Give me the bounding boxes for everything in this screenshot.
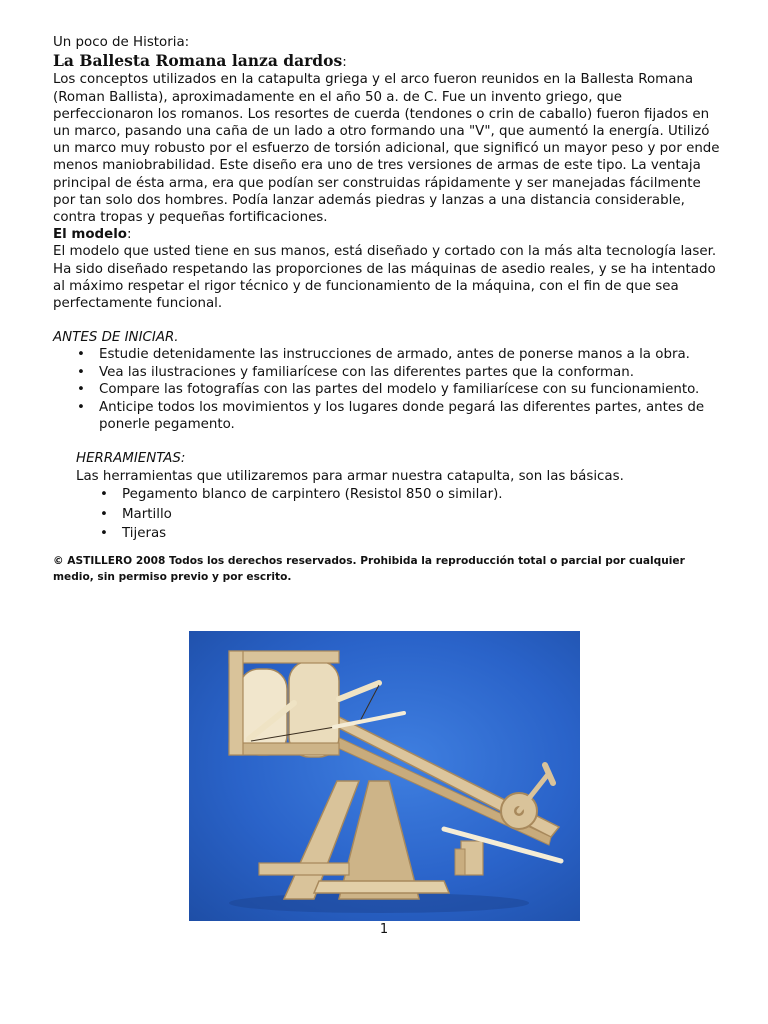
document-page: [53, 34, 721, 596]
document-title: La Ballesta Romana lanza dardos: [53, 51, 343, 71]
modelo-colon: :: [127, 227, 132, 243]
list-item: • Compare las fotografías con las partes del modelo y familiarícese con su funcionamiento.: [53, 381, 721, 398]
ballista-illustration: [189, 631, 580, 921]
modelo-paragraph-1: El modelo que usted tiene en sus manos, está diseñado y cortado con la más alta tecnología laser.: [53, 244, 717, 260]
title-colon: :: [342, 55, 347, 71]
herramientas-intro: Las herramientas que utilizaremos para armar nuestra catapulta, son las básicas.: [76, 468, 624, 484]
antes-list: [53, 346, 721, 433]
modelo-paragraph-2: Ha sido diseñado respetando las proporciones de las máquinas de asedio reales, y se ha intentado al máximo respetar el rigor técnico y de funcionamiento de la máquina, con el fin de que sea perfectamente funcional.: [53, 261, 716, 312]
list-item: • Estudie detenidamente las instrucciones de armado, antes de ponerse manos a la obra.: [53, 346, 721, 363]
modelo-heading-line: [53, 226, 721, 243]
antes-heading: ANTES DE INICIAR.: [53, 330, 179, 346]
list-item: • Tijeras: [53, 524, 721, 544]
modelo-heading: El modelo: [53, 227, 128, 243]
intro-line: Un poco de Historia:: [53, 35, 190, 50]
list-item: • Martillo: [53, 505, 721, 525]
herramientas-list: [53, 485, 721, 544]
copyright-notice: © ASTILLERO 2008 Todos los derechos reservados. Prohibida la reproducción total o parcial por cualquier medio, sin permiso previo y por escrito.: [53, 555, 685, 584]
history-paragraph: Los conceptos utilizados en la catapulta griega y el arco fueron reunidos en la Ballesta Romana (Roman Ballista), aproximadamente en el año 50 a. de C. Fue un invento griego, que perfeccionaron los romanos. Los resortes de cuerda (tendones o crin de caballo) fueron fijados en un marco, pasando una caña de un lado a otro formando una "V", que aumentó la energía. Utilizó un marco muy robusto por el esfuerzo de torsión adicional, que significó un mayor peso y por ende menos maniobrabilidad. Este diseño era uno de tres versiones de armas de este tipo. La ventaja principal de ésta arma, era que podían ser construidas rápidamente y ser manejadas fácilmente por tan solo dos hombres. Podía lanzar además piedras y lanzas a una distancia considerable, contra tropas y pequeñas fortificaciones.: [53, 72, 720, 226]
list-item: • Anticipe todos los movimientos y los lugares donde pegará las diferentes partes, antes de ponerle pegamento.: [53, 399, 721, 434]
herramientas-heading: HERRAMIENTAS:: [76, 451, 186, 467]
ballista-photo: [189, 631, 580, 921]
page-number: 1: [379, 922, 389, 937]
document-title-line: [53, 51, 721, 71]
list-item: • Pegamento blanco de carpintero (Resistol 850 o similar).: [53, 485, 721, 505]
list-item: • Vea las ilustraciones y familiarícese con las diferentes partes que la conforman.: [53, 364, 721, 381]
